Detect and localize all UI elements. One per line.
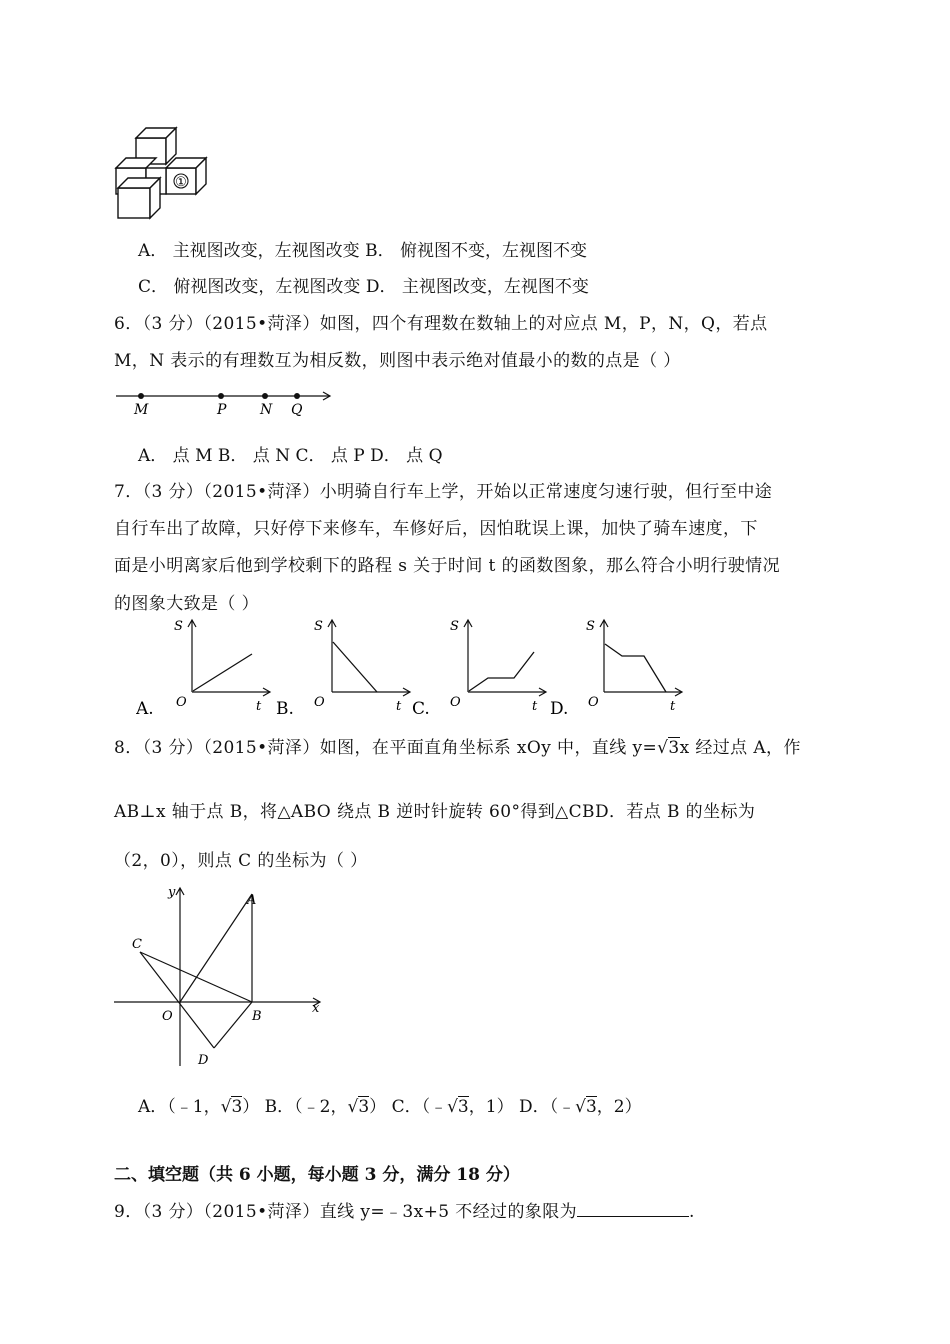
q7-text-line2: 自行车出了故障，只好停下来修车，车修好后，因怕耽误上课，加快了骑车速度，下 xyxy=(114,519,758,539)
graph-b-option-label: B. xyxy=(276,699,294,719)
q8-option-c-post: ，1） xyxy=(468,1097,514,1117)
q8-option-d-post: ，2） xyxy=(596,1097,642,1117)
graph-c-t-label: t xyxy=(532,699,538,714)
cube-number-label: ① xyxy=(175,175,187,190)
graph-d-option-label: D. xyxy=(550,699,569,719)
graph-a-o-label: O xyxy=(176,695,187,710)
q7-text-line4: 的图象大致是（ ） xyxy=(114,594,260,614)
point-c-label: C xyxy=(132,937,142,952)
graph-c xyxy=(412,614,552,720)
section-2-title: 二、填空题（共 6 小题，每小题 3 分，满分 18 分） xyxy=(114,1165,520,1185)
q8-option-c-radicand: 3 xyxy=(457,1097,469,1117)
q8-text-line1 xyxy=(114,733,801,758)
q6-text-line2: M，N 表示的有理数互为相反数，则图中表示绝对值最小的数的点是（ ） xyxy=(114,351,681,371)
point-d-label: D xyxy=(198,1053,209,1068)
q8-options xyxy=(138,1092,642,1117)
point-m-dot xyxy=(138,393,144,399)
graph-b-t-label: t xyxy=(396,699,402,714)
graph-b-s-label: S xyxy=(314,619,323,634)
q8-option-a-radicand: 3 xyxy=(231,1097,243,1117)
graph-d-t-label: t xyxy=(670,699,676,714)
graph-c-s-label: S xyxy=(450,619,459,634)
graph-a-t-label: t xyxy=(256,699,262,714)
point-m-label: M xyxy=(134,402,149,418)
q8-option-a-pre: A．（﹣1， xyxy=(138,1097,221,1117)
q8-text-line3: （2，0），则点 C 的坐标为（ ） xyxy=(114,851,368,871)
number-line-figure xyxy=(112,384,336,420)
point-p-label: P xyxy=(217,402,227,418)
point-n-label: N xyxy=(260,402,273,418)
graph-a xyxy=(136,614,276,720)
graph-c-o-label: O xyxy=(450,695,461,710)
q8-line1-pre: 8．（3 分）（2015•菏泽）如图，在平面直角坐标系 xOy 中，直线 y= xyxy=(114,738,658,758)
graph-a-option-label: A. xyxy=(136,699,154,719)
q8-option-c-pre: C．（﹣ xyxy=(391,1097,448,1117)
point-a-label: A xyxy=(247,893,257,908)
q9-end: . xyxy=(689,1202,695,1222)
q5-options-line1: A． 主视图改变，左视图改变 B． 俯视图不变，左视图不变 xyxy=(138,241,587,261)
graph-c-option-label: C. xyxy=(412,699,430,719)
q7-text-line1: 7．（3 分）（2015•菏泽）小明骑自行车上学，开始以正常速度匀速行驶，但行至中途 xyxy=(114,482,773,502)
graph-a-s-label: S xyxy=(174,619,183,634)
x-axis-label: x xyxy=(312,1001,320,1016)
q8-option-b-radicand: 3 xyxy=(358,1097,370,1117)
q8-line1-radicand: 3 xyxy=(668,738,680,758)
point-p-dot xyxy=(218,393,224,399)
graph-a-path xyxy=(193,654,252,691)
graph-d-path xyxy=(605,644,666,692)
origin-label: O xyxy=(162,1009,173,1024)
q8-option-b xyxy=(265,1096,386,1117)
cube-stack-figure xyxy=(108,124,212,222)
point-q-dot xyxy=(294,393,300,399)
q5-options-line2: C． 俯视图改变，左视图改变 D． 主视图改变，左视图不变 xyxy=(138,277,589,297)
graph-b-o-label: O xyxy=(314,695,325,710)
y-axis-label: y xyxy=(168,885,176,900)
graph-c-path xyxy=(469,652,534,691)
q8-option-d-radicand: 3 xyxy=(585,1097,597,1117)
point-n-dot xyxy=(262,393,268,399)
graph-d-o-label: O xyxy=(588,695,599,710)
sqrt-symbol: √ xyxy=(220,1097,232,1117)
q9-text xyxy=(114,1197,695,1222)
q6-text-line1: 6．（3 分）（2015•菏泽）如图，四个有理数在数轴上的对应点 M，P，N，Q，若点 xyxy=(114,314,768,334)
sqrt-symbol: √ xyxy=(447,1097,458,1117)
graph-b xyxy=(276,614,416,720)
point-q-label: Q xyxy=(291,402,303,418)
q8-option-a-post: ） xyxy=(242,1097,260,1117)
sqrt-symbol: √ xyxy=(347,1097,359,1117)
q6-options: A． 点 M B． 点 N C． 点 P D． 点 Q xyxy=(138,446,443,466)
graph-b-path xyxy=(333,642,377,692)
sqrt-symbol: √ xyxy=(657,738,669,758)
q8-option-c xyxy=(392,1096,514,1117)
q8-option-d xyxy=(519,1096,642,1117)
q8-option-a xyxy=(138,1096,259,1117)
q8-option-b-post: ） xyxy=(369,1097,387,1117)
sqrt-symbol: √ xyxy=(575,1097,586,1117)
q9-answer-blank[interactable] xyxy=(577,1202,689,1217)
graph-d-s-label: S xyxy=(586,619,595,634)
q7-text-line3: 面是小明离家后他到学校剩下的路程 s 关于时间 t 的函数图象，那么符合小明行驶情况 xyxy=(114,556,780,576)
coordinate-figure xyxy=(110,880,330,1074)
q9-question: 9．（3 分）（2015•菏泽）直线 y=﹣3x+5 不经过的象限为 xyxy=(114,1202,578,1222)
q8-option-d-pre: D．（﹣ xyxy=(518,1097,576,1117)
q8-option-b-pre: B．（﹣2， xyxy=(264,1097,348,1117)
point-b-label: B xyxy=(252,1009,262,1024)
q8-text-line2: AB⊥x 轴于点 B，将△ABO 绕点 B 逆时针旋转 60°得到△CBD．若点 B 的坐标为 xyxy=(114,802,756,822)
q8-line1-post: x 经过点 A，作 xyxy=(679,738,801,758)
graph-d xyxy=(548,614,688,720)
